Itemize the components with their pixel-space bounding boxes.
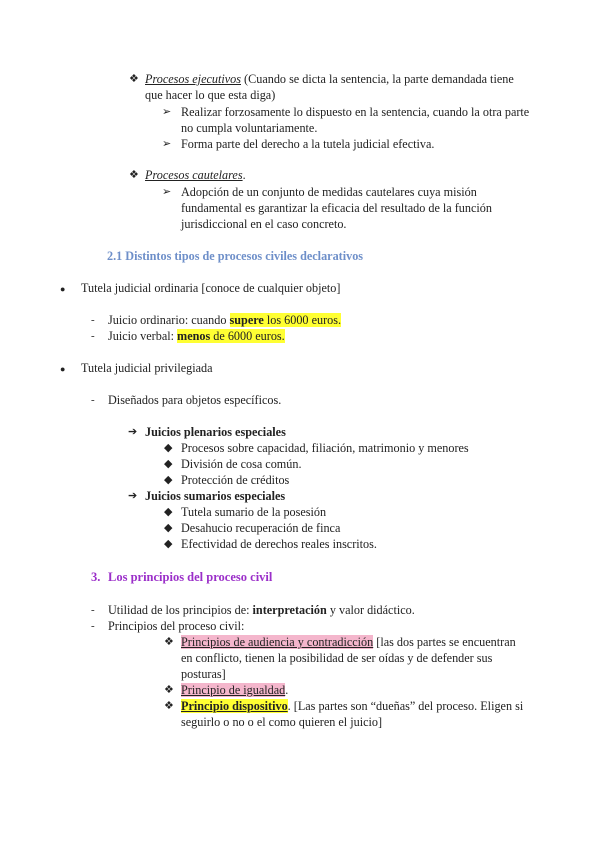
ordinaria-label: Tutela judicial ordinaria [conoce de cualquier objeto] xyxy=(81,281,341,295)
section3-item-2: Principios del proceso civil: xyxy=(108,619,245,633)
diamond-bullet-icon: ❖ xyxy=(164,684,174,696)
section-2-1-heading: 2.1 Distintos tipos de procesos civiles declarativos xyxy=(107,249,364,263)
ejecutivos-line-2: que hacer lo que esta diga) xyxy=(145,88,276,102)
ejecutivos-sub1-line2: no cumpla voluntariamente. xyxy=(181,121,318,135)
round-bullet-icon: ● xyxy=(60,364,66,374)
dash-bullet-icon: - xyxy=(91,604,95,616)
solid-diamond-icon: ◆ xyxy=(164,474,173,486)
right-arrow-icon: ➔ xyxy=(128,490,138,502)
cautelares-title: Procesos cautelares xyxy=(145,168,243,182)
section3-item-1: Utilidad de los principios de: interpretación y valor didáctico. xyxy=(108,603,415,617)
privilegiada-label: Tutela judicial privilegiada xyxy=(81,361,213,375)
solid-diamond-icon: ◆ xyxy=(164,458,173,470)
section-3-number: 3. xyxy=(91,570,101,584)
plenarios-item: Procesos sobre capacidad, filiación, matrimonio y menores xyxy=(181,441,469,455)
ejecutivos-sub1-line1: Realizar forzosamente lo dispuesto en la sentencia, cuando la otra parte xyxy=(181,105,530,119)
right-arrow-icon: ➔ xyxy=(128,426,138,438)
solid-diamond-icon: ◆ xyxy=(164,442,173,454)
arrow-bullet-icon: ➢ xyxy=(162,138,172,150)
principle-3-line1: Principio dispositivo. [Las partes son “dueñas” del proceso. Eligen si xyxy=(181,699,524,713)
diamond-bullet-icon: ❖ xyxy=(129,73,139,85)
solid-diamond-icon: ◆ xyxy=(164,522,173,534)
principle-1-line1: Principios de audiencia y contradicción [las dos partes se encuentran xyxy=(181,635,516,649)
dash-bullet-icon: - xyxy=(91,330,95,342)
principle-3-line2: seguirlo o no o el como quieren el juicio] xyxy=(181,715,383,729)
cautelares-sub-line2: fundamental es garantizar la eficacia del resultado de la función xyxy=(181,201,492,215)
sumarios-item: Tutela sumario de la posesión xyxy=(181,505,327,519)
ejecutivos-sub2: Forma parte del derecho a la tutela judicial efectiva. xyxy=(181,137,435,151)
arrow-bullet-icon: ➢ xyxy=(162,186,172,198)
cautelares-sub-line1: Adopción de un conjunto de medidas cautelares cuya misión xyxy=(181,185,477,199)
dash-bullet-icon: - xyxy=(91,314,95,326)
diamond-bullet-icon: ❖ xyxy=(164,700,174,712)
solid-diamond-icon: ◆ xyxy=(164,538,173,550)
dash-bullet-icon: - xyxy=(91,394,95,406)
privilegiada-item-1: Diseñados para objetos específicos. xyxy=(108,393,282,407)
diamond-bullet-icon: ❖ xyxy=(164,636,174,648)
plenarios-title: Juicios plenarios especiales xyxy=(145,425,286,439)
arrow-bullet-icon: ➢ xyxy=(162,106,172,118)
round-bullet-icon: ● xyxy=(60,284,66,294)
ejecutivos-line-1: Procesos ejecutivos (Cuando se dicta la sentencia, la parte demandada tiene xyxy=(145,72,514,86)
cautelares-sub-line3: jurisdiccional en el caso concreto. xyxy=(181,217,347,231)
diamond-bullet-icon: ❖ xyxy=(129,169,139,181)
ordinaria-item-2: Juicio verbal: menos de 6000 euros. xyxy=(108,329,285,343)
principle-1-line2: en conflicto, tienen la posibilidad de ser oídas y de defender sus xyxy=(181,651,493,665)
plenarios-item: Protección de créditos xyxy=(181,473,290,487)
principle-3-title: Principio dispositivo xyxy=(181,699,288,713)
principle-1-line3: posturas] xyxy=(181,667,226,681)
ordinaria-item-1: Juicio ordinario: cuando supere los 6000 euros. xyxy=(108,313,342,327)
dash-bullet-icon: - xyxy=(91,620,95,632)
plenarios-item: División de cosa común. xyxy=(181,457,302,471)
cautelares-line: Procesos cautelares. xyxy=(145,168,246,182)
section-3-heading: Los principios del proceso civil xyxy=(108,570,273,584)
sumarios-title: Juicios sumarios especiales xyxy=(145,489,286,503)
sumarios-item: Desahucio recuperación de finca xyxy=(181,521,341,535)
ejecutivos-title: Procesos ejecutivos xyxy=(145,72,241,86)
principle-2-line: Principio de igualdad. xyxy=(181,683,289,697)
solid-diamond-icon: ◆ xyxy=(164,506,173,518)
principle-1-title: Principios de audiencia y contradicción xyxy=(181,635,374,649)
sumarios-item: Efectividad de derechos reales inscritos. xyxy=(181,537,377,551)
principle-2-title: Principio de igualdad xyxy=(181,683,286,697)
